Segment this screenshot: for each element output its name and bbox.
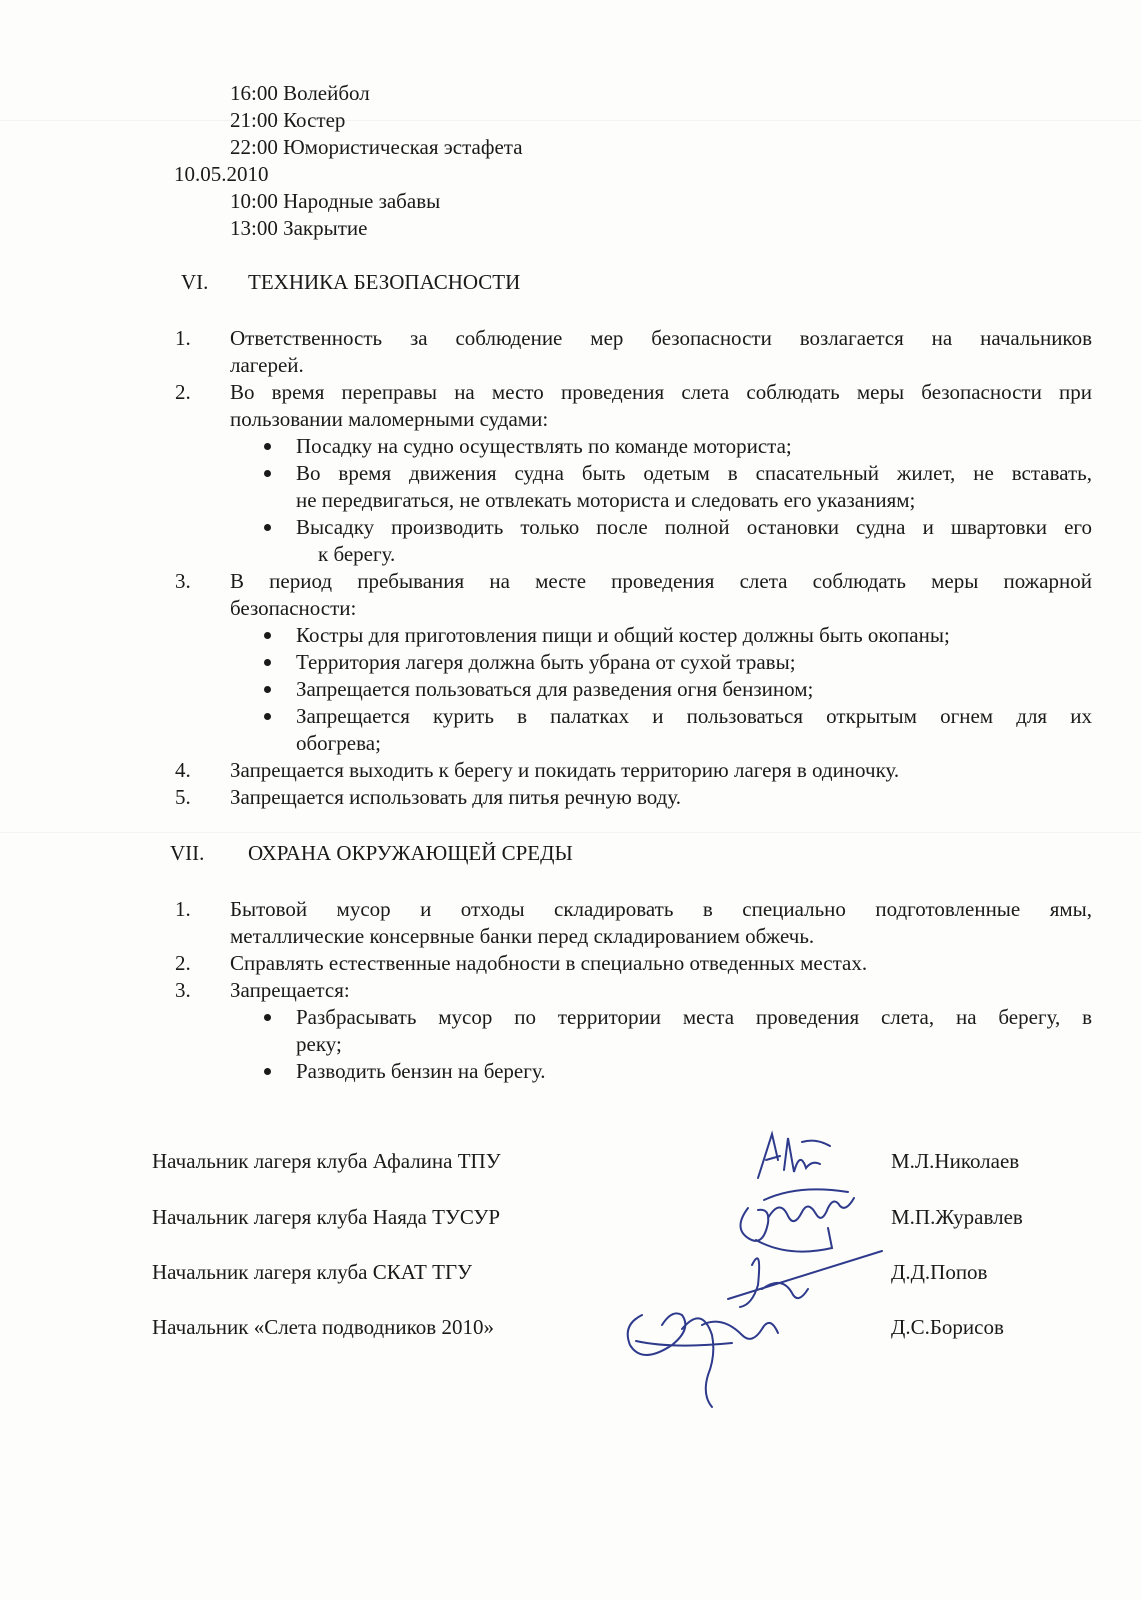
section-title: ТЕХНИКА БЕЗОПАСНОСТИ: [248, 270, 521, 294]
item-line: Запрещается использовать для питья речную воду.: [230, 785, 682, 809]
bullet: [264, 1014, 271, 1021]
item-line: В период пребывания на месте проведения слета соблюдать меры пожарной: [230, 569, 1092, 593]
schedule-entry: 13:00 Закрытие: [230, 216, 368, 240]
bullet-text: к берегу.: [318, 542, 396, 566]
bullet-text: Запрещается курить в палатках и пользоваться открытым огнем для их: [296, 704, 1092, 728]
bullet-text: Во время движения судна быть одетым в спасательный жилет, не вставать,: [296, 461, 1092, 485]
schedule-entry: 10:00 Народные забавы: [230, 189, 441, 213]
section-number: VI.: [181, 270, 209, 294]
item-line: Ответственность за соблюдение мер безопасности возлагается на начальников: [230, 326, 1092, 350]
bullet: [264, 686, 271, 693]
bullet: [264, 524, 271, 531]
schedule-entry: 16:00 Волейбол: [230, 81, 370, 105]
bullet-text: Высадку производить только после полной остановки судна и швартовки его: [296, 515, 1092, 539]
bullet-text: Костры для приготовления пищи и общий костер должны быть окопаны;: [296, 623, 950, 647]
item-number: 2.: [175, 380, 191, 404]
signatory-position: Начальник «Слета подводников 2010»: [152, 1315, 494, 1339]
bullet-text: Посадку на судно осуществлять по команде моториста;: [296, 434, 792, 458]
item-line: Запрещается:: [230, 978, 350, 1002]
section-title: ОХРАНА ОКРУЖАЮЩЕЙ СРЕДЫ: [248, 841, 573, 865]
signatory-name: М.Л.Николаев: [891, 1149, 1020, 1173]
item-line: Бытовой мусор и отходы складировать в специально подготовленные ямы,: [230, 897, 1092, 921]
signature-popov-borisov: [612, 1245, 902, 1415]
signatory-name: М.П.Журавлев: [891, 1205, 1023, 1229]
item-line: металлические консервные банки перед складированием обжечь.: [230, 924, 815, 948]
paper-fold: [0, 120, 1141, 121]
item-line: Во время переправы на место проведения слета соблюдать меры безопасности при: [230, 380, 1092, 404]
item-line: Запрещается выходить к берегу и покидать территорию лагеря в одиночку.: [230, 758, 900, 782]
signatory-name: Д.С.Борисов: [891, 1315, 1004, 1339]
bullet: [264, 443, 271, 450]
item-number: 5.: [175, 785, 191, 809]
schedule-entry: 22:00 Юмористическая эстафета: [230, 135, 523, 159]
bullet: [264, 1068, 271, 1075]
signatory-name: Д.Д.Попов: [891, 1260, 988, 1284]
signatory-position: Начальник лагеря клуба Афалина ТПУ: [152, 1149, 501, 1173]
bullet-text: Запрещается пользоваться для разведения огня бензином;: [296, 677, 814, 701]
item-line: безопасности:: [230, 596, 357, 620]
bullet: [264, 713, 271, 720]
bullet-text: Территория лагеря должна быть убрана от сухой травы;: [296, 650, 796, 674]
item-line: пользовании маломерными судами:: [230, 407, 549, 431]
schedule-entry: 21:00 Костер: [230, 108, 346, 132]
bullet-text: обогрева;: [296, 731, 381, 755]
bullet: [264, 659, 271, 666]
item-number: 4.: [175, 758, 191, 782]
item-number: 3.: [175, 569, 191, 593]
item-line: Справлять естественные надобности в специально отведенных местах.: [230, 951, 868, 975]
section-number: VII.: [170, 841, 205, 865]
bullet-text: не передвигаться, не отвлекать моториста и следовать его указаниям;: [296, 488, 916, 512]
bullet: [264, 470, 271, 477]
item-number: 2.: [175, 951, 191, 975]
item-line: лагерей.: [230, 353, 304, 377]
schedule-date: 10.05.2010: [174, 162, 269, 186]
bullet-text: Разбрасывать мусор по территории места проведения слета, на берегу, в: [296, 1005, 1092, 1029]
bullet: [264, 632, 271, 639]
bullet-text: Разводить бензин на берегу.: [296, 1059, 546, 1083]
item-number: 3.: [175, 978, 191, 1002]
bullet-text: реку;: [296, 1032, 342, 1056]
signatory-position: Начальник лагеря клуба СКАТ ТГУ: [152, 1260, 472, 1284]
item-number: 1.: [175, 326, 191, 350]
item-number: 1.: [175, 897, 191, 921]
paper-fold: [0, 832, 1141, 833]
signatory-position: Начальник лагеря клуба Наяда ТУСУР: [152, 1205, 501, 1229]
